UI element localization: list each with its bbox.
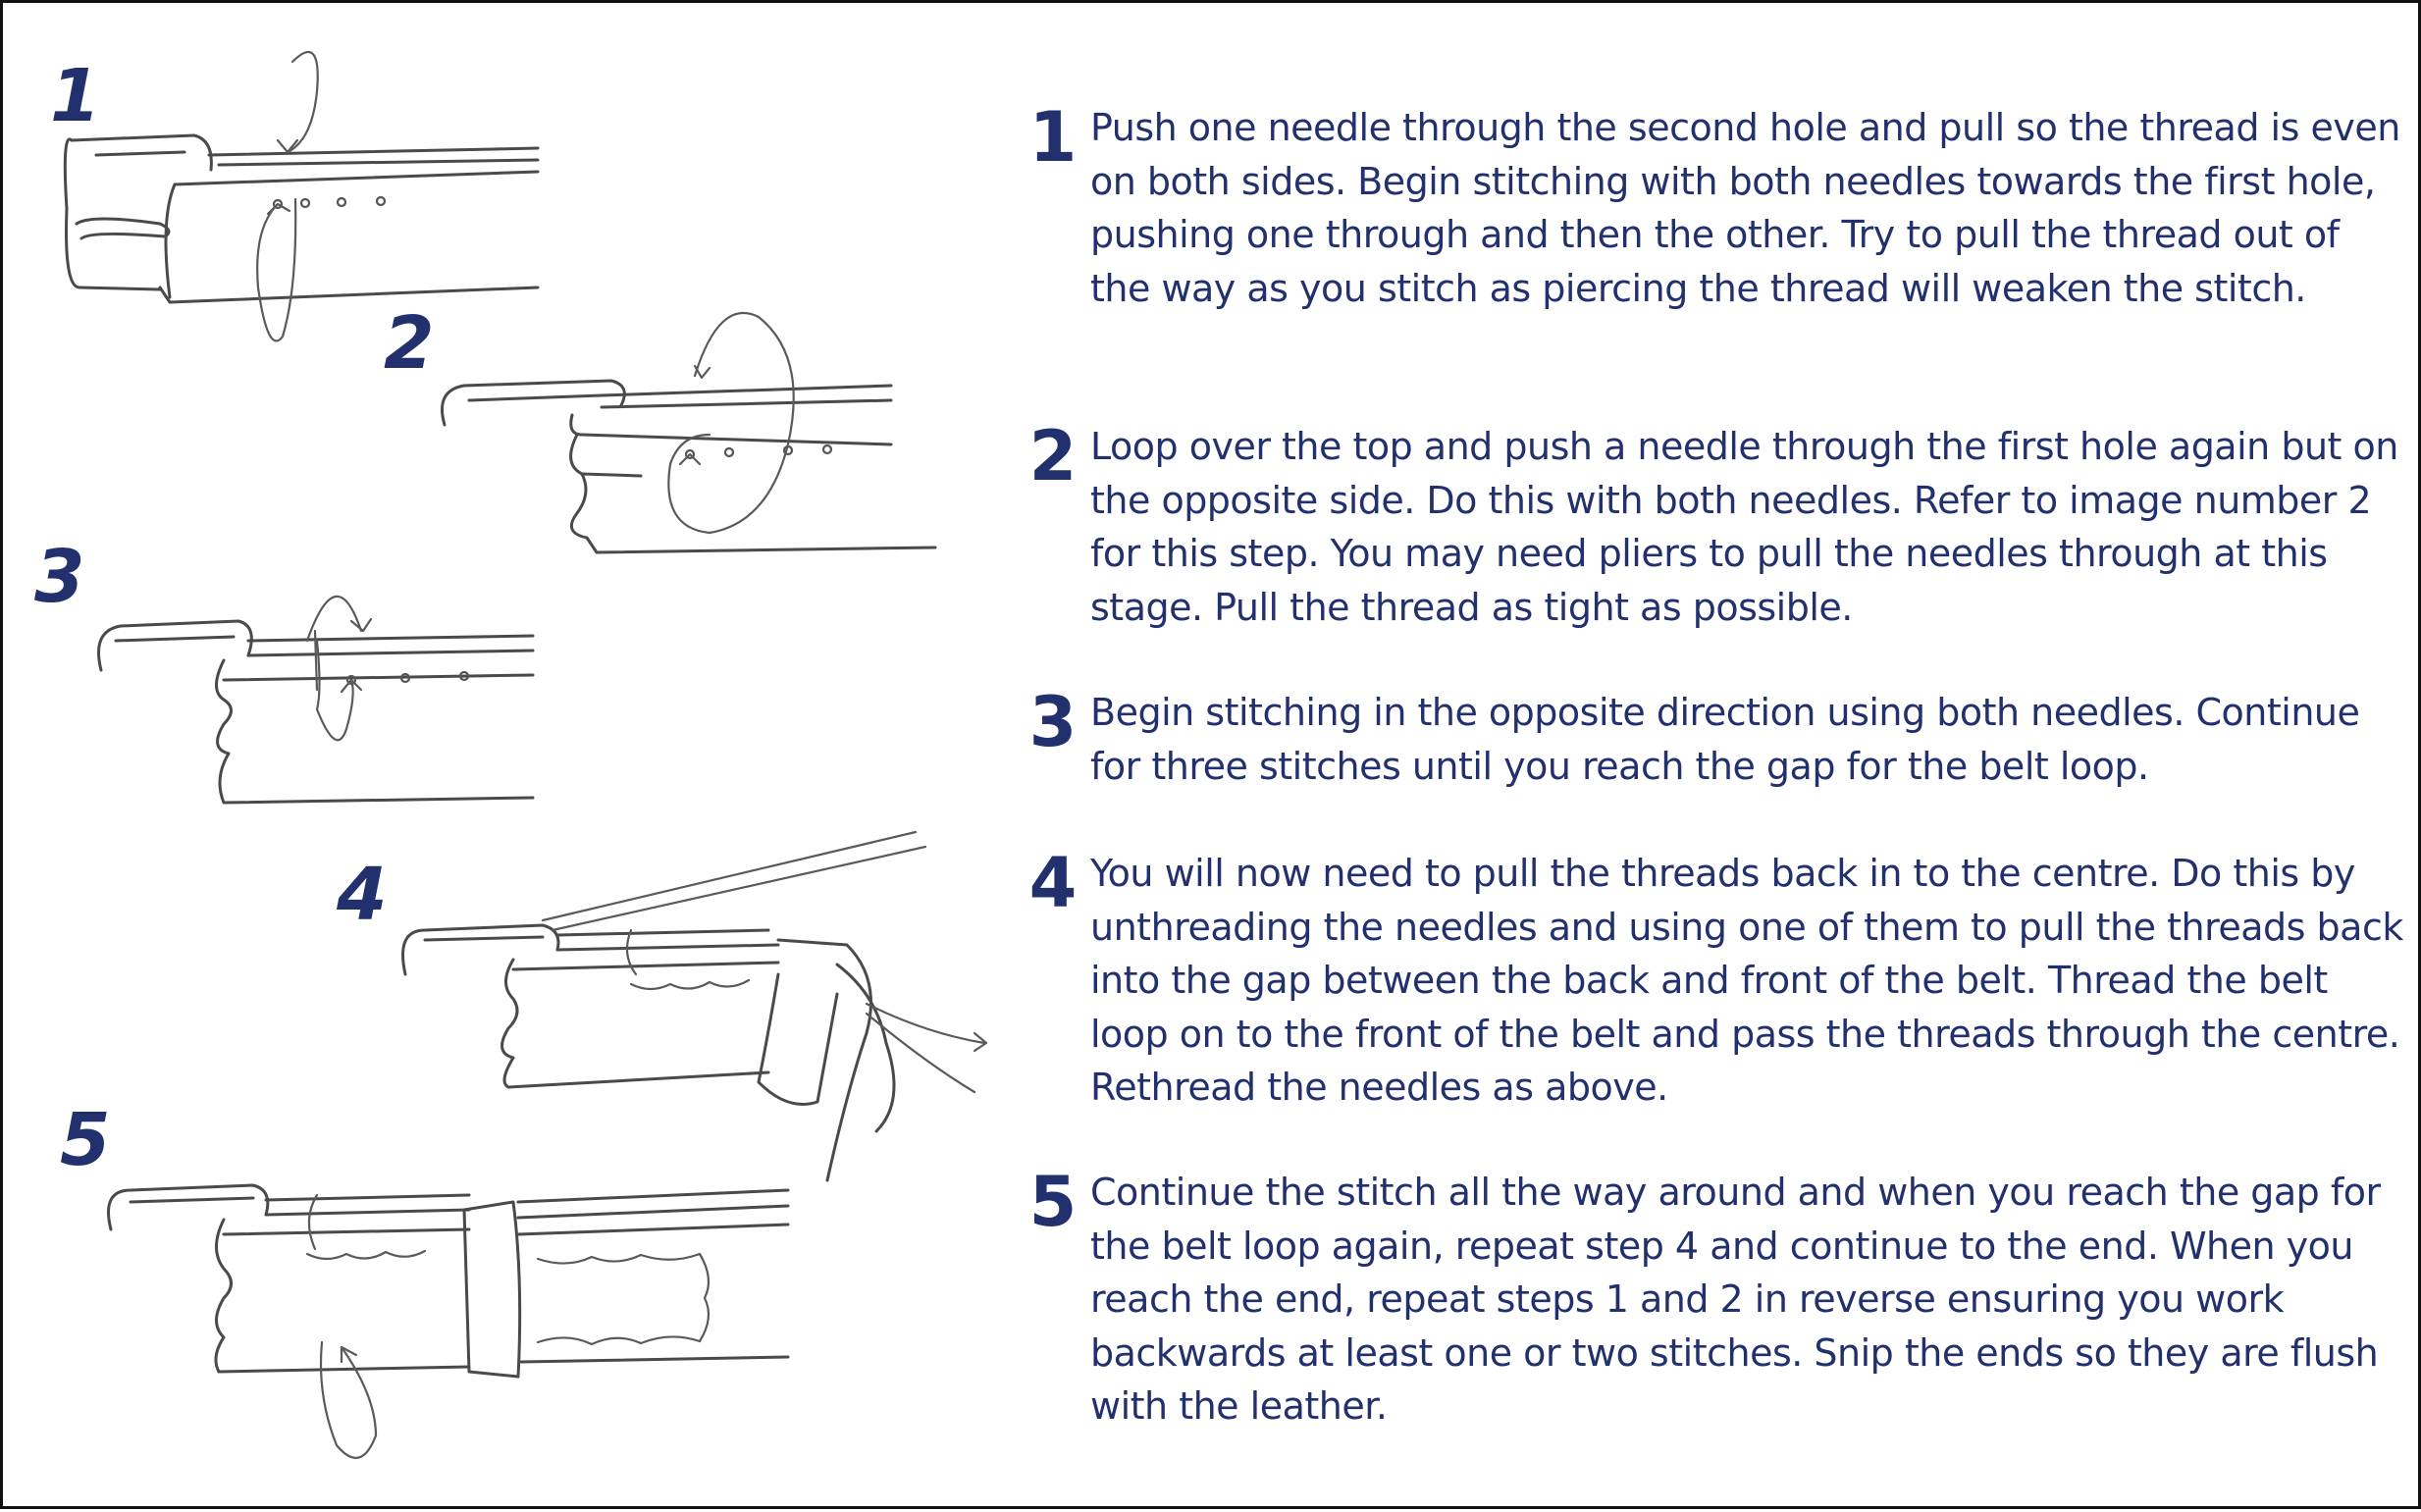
figure-4-drawing [403, 832, 987, 1180]
figure-3-drawing [99, 597, 534, 803]
figure-2-drawing [443, 313, 936, 552]
sketch-illustrations [3, 3, 1043, 1512]
figure-number-5: 5 [60, 1098, 111, 1182]
step-number: 5 [1028, 1162, 1078, 1242]
step-text: Continue the stitch all the way around and when you reach the gap for the belt loop again, repeat step 4 and continue to the end. When you reach the end, repeat steps 1 and 2 in reverse ensuring you work backwards at least one or two stitches. Snip the ends so they are flush with the leather. [1090, 1171, 2381, 1428]
figure-number-3: 3 [34, 535, 85, 619]
figure-1-drawing [65, 52, 538, 340]
step-number: 1 [1028, 97, 1078, 178]
step-text: Loop over the top and push a needle through the first hole again but on the opposite side. Do this with both needles. Refer to image number 2 for this step. You may need pliers to pull the needles through at this stage. Pull the thread as tight as possible. [1090, 425, 2398, 629]
step-text: Begin stitching in the opposite direction using both needles. Continue for three stitches until you reach the gap for the belt loop. [1090, 691, 2360, 788]
figure-number-1: 1 [50, 54, 101, 138]
step-number: 2 [1028, 416, 1078, 496]
step-text: You will now need to pull the threads back in to the centre. Do this by unthreading the needles and using one of them to pull the threads back into the gap between the back and front of the belt. Thread the belt loop on to the front of the belt and pass the threads through the centre. Rethread the needles as above. [1090, 852, 2403, 1109]
figure-number-2: 2 [384, 301, 435, 386]
step-number: 3 [1028, 682, 1078, 762]
figure-5-drawing [109, 1185, 789, 1458]
figure-number-4: 4 [337, 853, 388, 937]
step-number: 4 [1028, 843, 1078, 923]
step-text: Push one needle through the second hole and pull so the thread is even on both sides. Begin stitching with both needles towards the first hole, pushing one through and then the other. Try to pull the thread out of the way as you stitch as piercing the thread will weaken the stitch. [1090, 106, 2400, 310]
